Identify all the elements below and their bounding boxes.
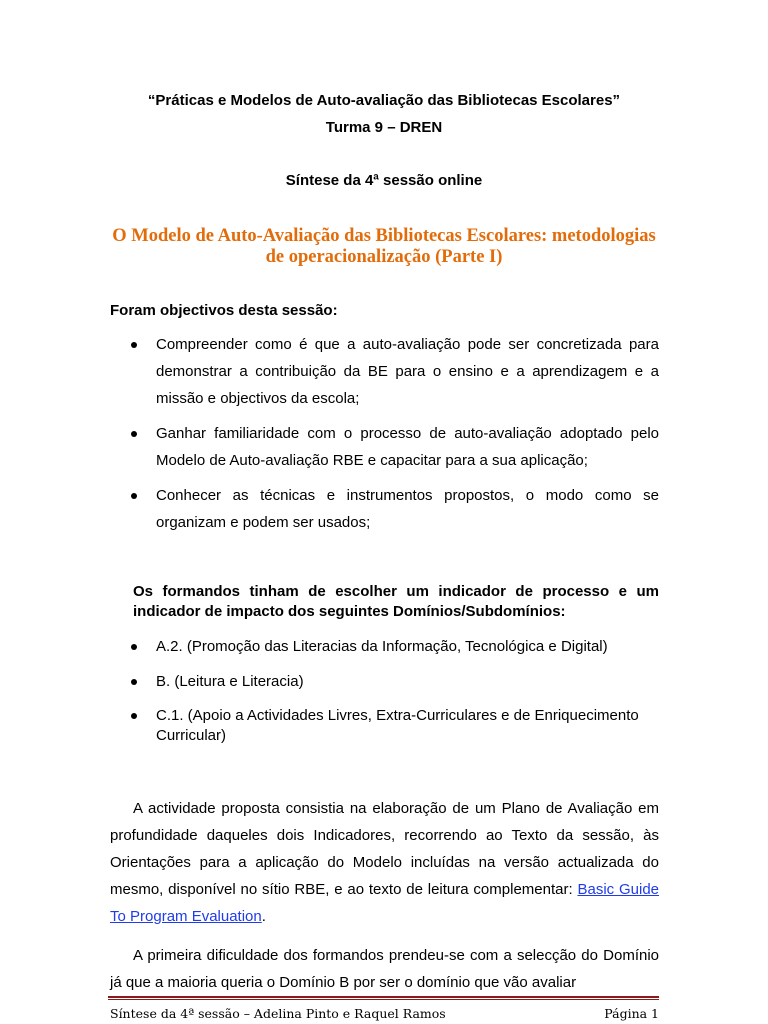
domain-item: A.2. (Promoção das Literacias da Informação, Tecnológica e Digital) xyxy=(156,638,608,655)
bullet-icon xyxy=(131,342,137,348)
bullet-icon xyxy=(131,644,137,650)
bullet-icon xyxy=(131,493,137,499)
document-subtitle: Turma 9 – DREN xyxy=(325,119,443,136)
domain-item: B. (Leitura e Literacia) xyxy=(156,673,304,690)
session-title: Síntese da 4ª sessão online xyxy=(285,172,483,189)
objective-item: Ganhar familiaridade com o processo de auto-avaliação adoptado pelo Modelo de Auto-avaliação RBE e capacitar para a sua aplicação; xyxy=(156,425,659,469)
footer-page-number: Página 1 xyxy=(604,1006,659,1021)
basic-guide-link[interactable]: Basic Guide To Program Evaluation xyxy=(110,881,660,925)
body-paragraph-1 xyxy=(110,795,659,930)
footer-rule-thin xyxy=(108,999,659,1000)
paragraph-text: A actividade proposta consistia na elaboração de um Plano de Avaliação em profundidade daqueles dois Indicadores, recorrendo ao Texto da sessão, às Orientações para a aplicação do Modelo incluídas na versão actualizada do mesmo, disponível no sítio RBE, e ao texto de leitura complementar: xyxy=(110,800,659,898)
footer-left: Síntese da 4ª sessão – Adelina Pinto e Raquel Ramos xyxy=(110,1006,446,1021)
bullet-icon xyxy=(131,431,137,437)
section-heading-line1: O Modelo de Auto-Avaliação das Bibliotecas Escolares: metodologias xyxy=(112,226,656,246)
bullet-icon xyxy=(131,679,137,685)
document-title: “Práticas e Modelos de Auto-avaliação das Bibliotecas Escolares” xyxy=(147,92,621,109)
body-paragraph-2: A primeira dificuldade dos formandos prendeu-se com a selecção do Domínio já que a maioria queria o Domínio B por ser o domínio que vão avaliar xyxy=(110,947,659,991)
objectives-label: Foram objectivos desta sessão: xyxy=(110,302,338,319)
section-heading-line2: de operacionalização (Parte I) xyxy=(265,247,503,267)
domain-item: C.1. (Apoio a Actividades Livres, Extra-Curriculares e de Enriquecimento Curricular) xyxy=(156,707,639,744)
bullet-icon xyxy=(131,713,137,719)
objective-item: Conhecer as técnicas e instrumentos propostos, o modo como se organizam e podem ser usados; xyxy=(156,487,659,531)
paragraph-end: . xyxy=(261,908,266,925)
domains-label: Os formandos tinham de escolher um indicador de processo e um indicador de impacto dos seguintes Domínios/Subdomínios: xyxy=(133,583,659,620)
footer-rule xyxy=(108,996,659,998)
objective-item: Compreender como é que a auto-avaliação pode ser concretizada para demonstrar a contribuição da BE para o ensino e a aprendizagem e a missão e objectivos da escola; xyxy=(156,336,659,407)
